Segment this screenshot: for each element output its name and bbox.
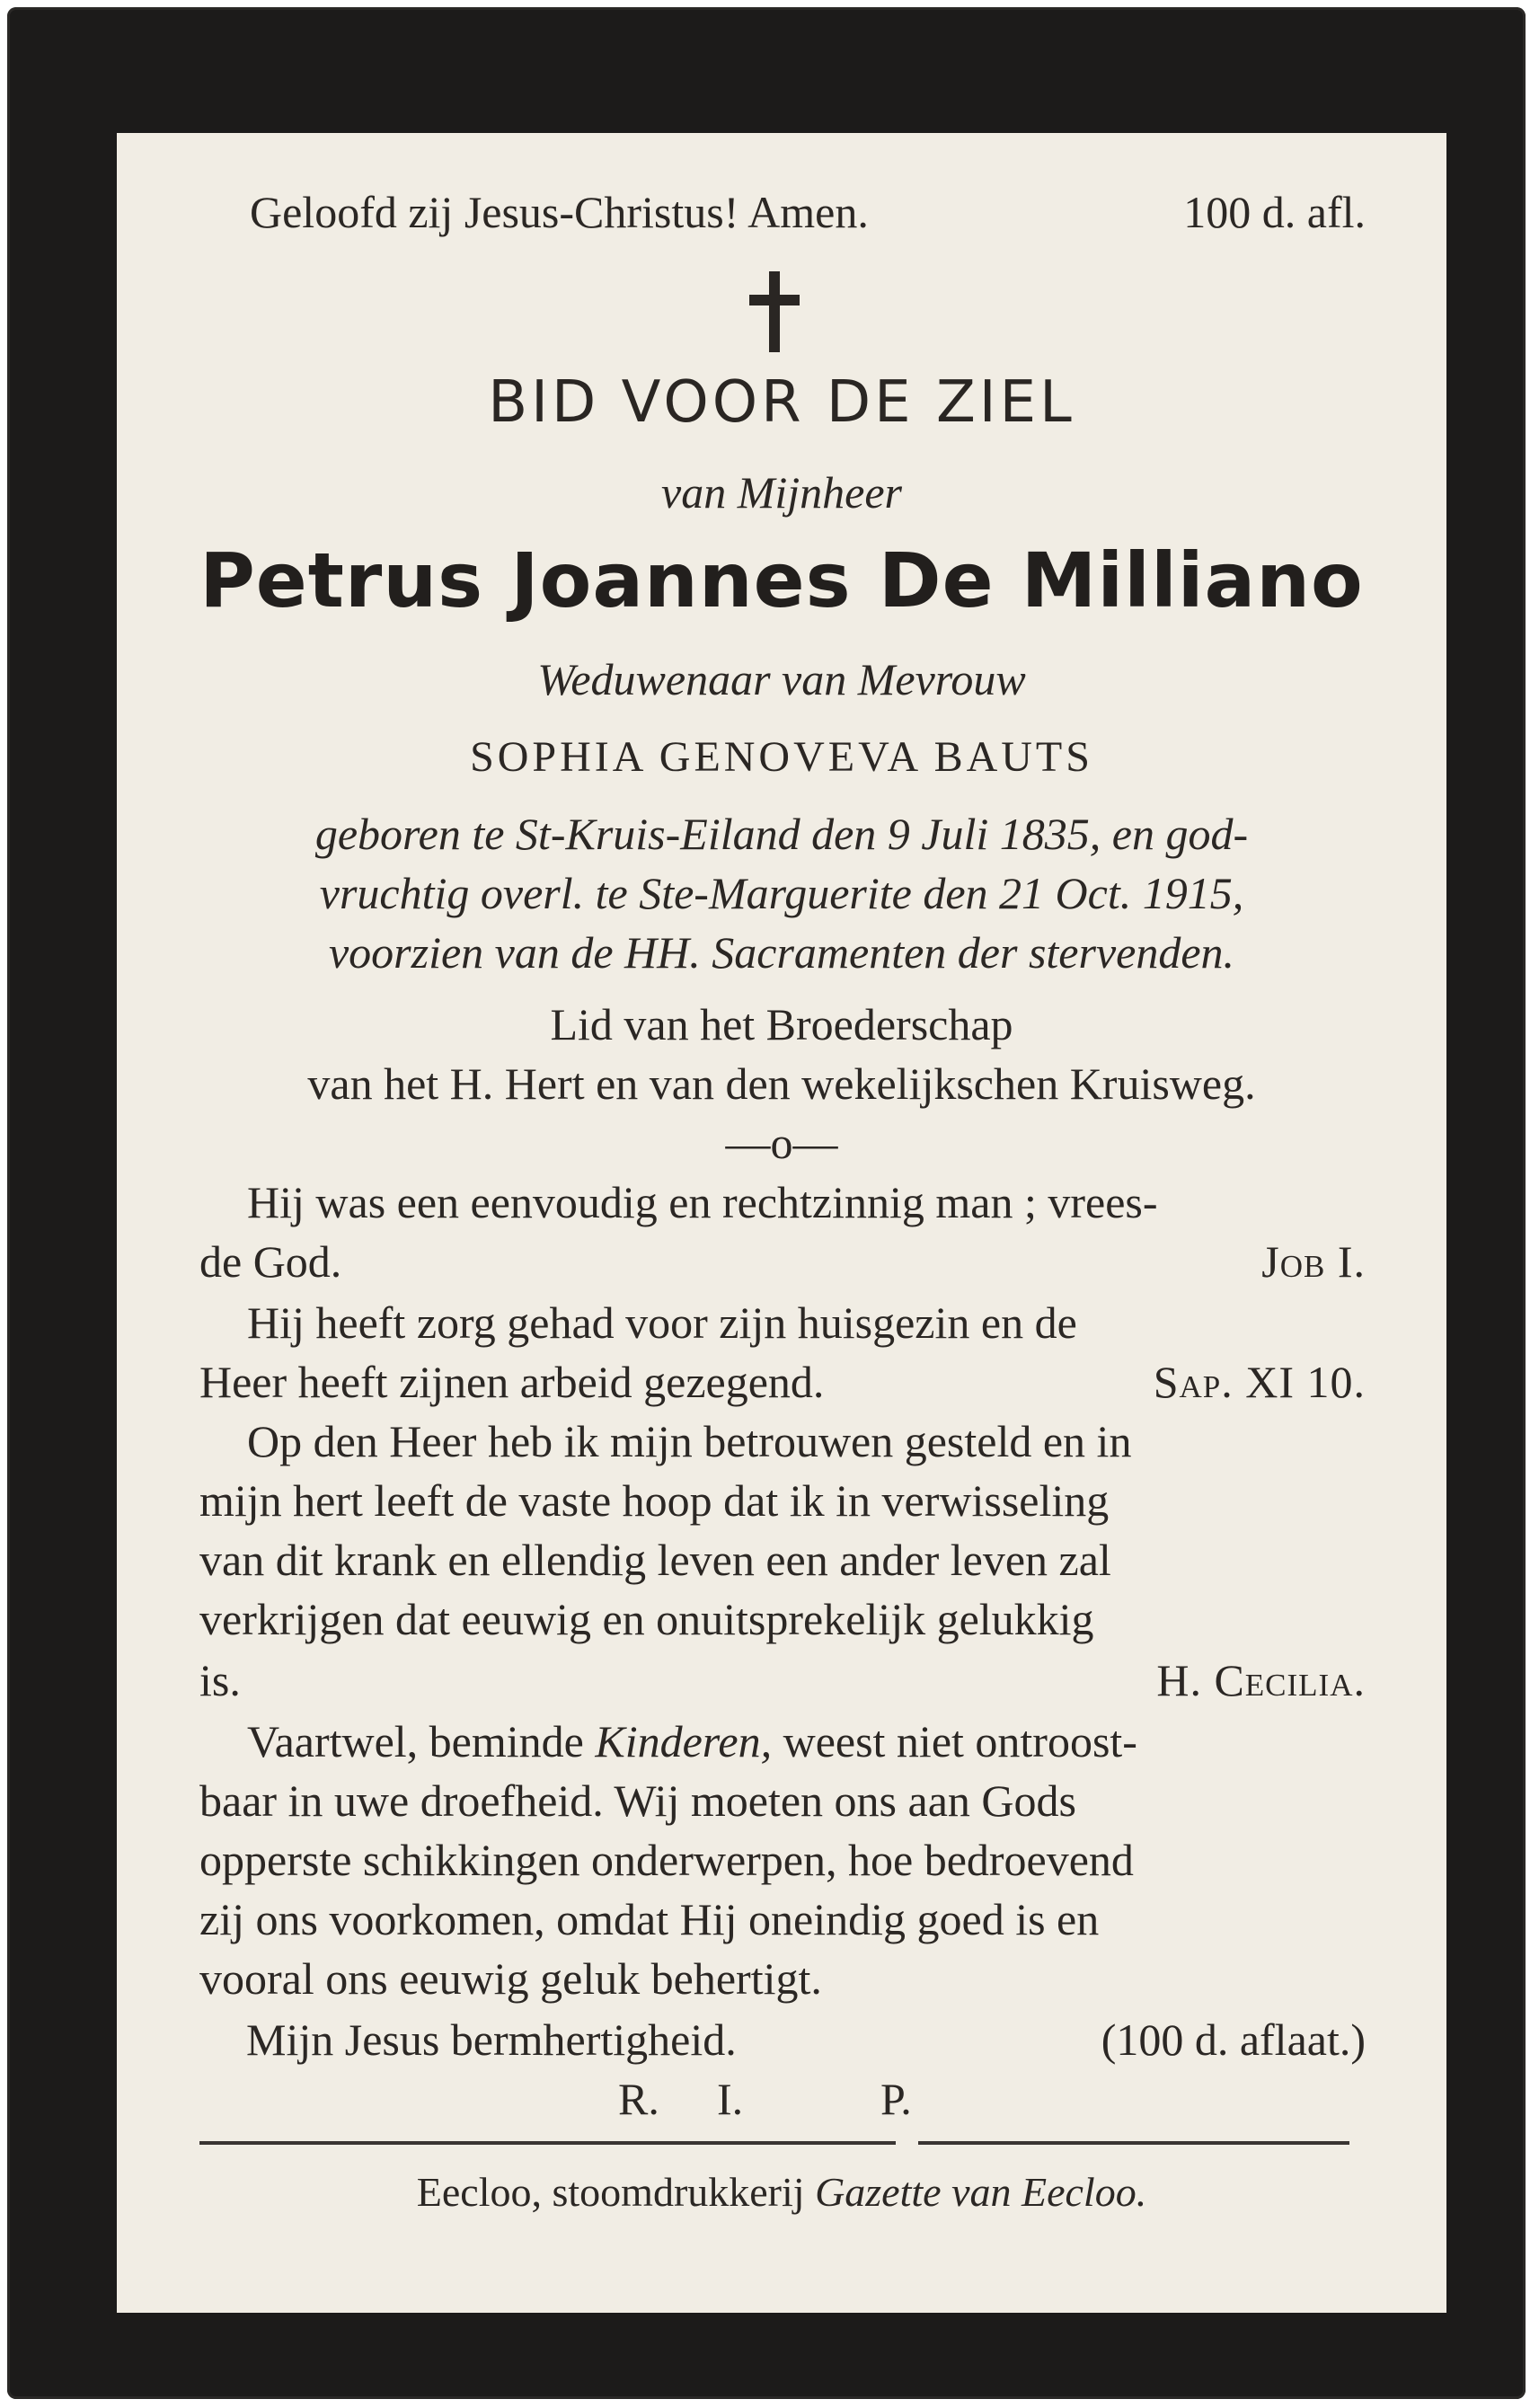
header-prayer: Geloofd zij Jesus-Christus! Amen. [250,187,869,237]
rip-r: R. [618,2074,659,2124]
spouse-name: SOPHIA GENOVEVA BAUTS [470,733,1093,781]
verse-job-line-1: Hij was een eenvoudig en rechtzinnig man ; vrees- [247,1177,1158,1227]
verse-job-line-2 [117,1235,1446,1288]
bio-line-1: geboren te St-Kruis-Eiland den 9 Juli 1835, en god- [314,809,1249,859]
header-indulgence: 100 d. afl. [1183,187,1366,237]
verse-cecilia-line-4: verkrijgen dat eeuwig en onuitsprekelijk gelukkig [199,1594,1094,1644]
farewell-line-5: vooral ons eeuwig geluk behertigt. [199,1953,822,2004]
name-prefix: van Mijnheer [661,467,902,518]
farewell-end: weest niet ontroost- [772,1716,1137,1766]
card-paper [117,133,1446,2313]
brotherhood-line-1: Lid van het Broederschap [550,999,1013,1049]
divider-right [918,2141,1349,2145]
bio-line-2: vruchtig overl. te Ste-Marguerite den 21 Oct. 1915, [319,868,1244,918]
prayer-text: Mijn Jesus bermhertigheid. [246,2014,737,2065]
farewell-line-1 [117,1714,1446,1768]
brotherhood-line-2: van het H. Hert en van den wekelijkschen Kruisweg. [307,1058,1256,1109]
farewell-line-2: baar in uwe droefheid. Wij moeten ons aan Gods [199,1775,1076,1826]
divider-left [199,2141,896,2145]
header-line [117,185,1446,239]
mourning-card [7,7,1526,2399]
printer-gazette: Gazette van Eecloo. [815,2169,1147,2215]
verse-cecilia-text: is. [199,1655,241,1705]
farewell-start: Vaartwel, beminde [247,1716,596,1766]
verse-sap-text: Heer heeft zijnen arbeid gezegend. [199,1357,825,1407]
farewell-line-4: zij ons voorkomen, omdat Hij oneindig goed is en [199,1894,1100,1944]
separator: —o— [725,1118,838,1168]
farewell-line-3: opperste schikkingen onderwerpen, hoe bedroevend [199,1835,1134,1885]
verse-cecilia-line-5 [117,1653,1446,1707]
widower-line: Weduwenaar van Mevrouw [537,654,1026,704]
rip-i: I. [717,2074,744,2124]
verse-cecilia-line-1: Op den Heer heb ik mijn betrouwen gesteld en in [247,1416,1132,1466]
verse-sap-ref: Sap. XI 10. [1153,1357,1366,1407]
card-title: BID VOOR DE ZIEL [488,369,1075,436]
verse-cecilia-line-2: mijn hert leeft de vaste hoop dat ik in verwisseling [199,1475,1110,1526]
cross-icon [747,271,801,352]
verse-job-text: de God. [199,1236,342,1287]
verse-cecilia-ref: H. Cecilia. [1156,1655,1366,1705]
verse-job-ref: Job I. [1261,1236,1366,1287]
verse-sap-line-2 [117,1355,1446,1409]
bio-line-3: voorzien van de HH. Sacramenten der stervenden. [328,927,1235,978]
printer-name: Eecloo, stoomdrukkerij [416,2169,816,2215]
deceased-name: Petrus Joannes De Milliano [199,536,1364,624]
printer-line [117,2165,1446,2219]
prayer-line [117,2013,1446,2067]
verse-cecilia-line-3: van dit krank en ellendig leven een ander leven zal [199,1535,1111,1585]
verse-sap-line-1: Hij heeft zorg gehad voor zijn huisgezin en de [247,1297,1077,1348]
rip-p: P. [880,2074,912,2124]
farewell-children: Kinderen, [595,1716,773,1766]
prayer-indulgence: (100 d. aflaat.) [1101,2014,1366,2065]
